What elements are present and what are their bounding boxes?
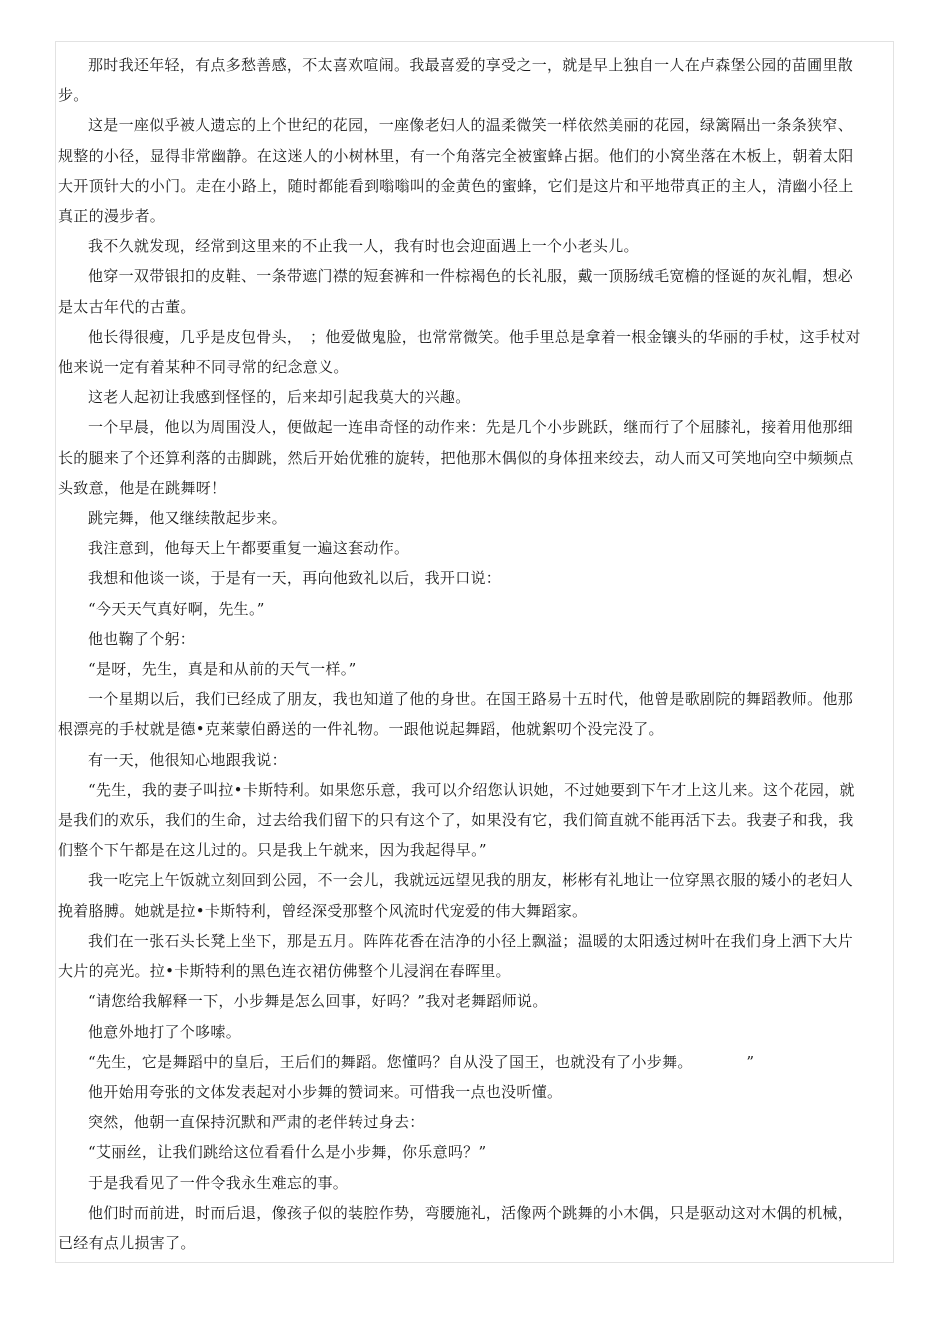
paragraph: 我不久就发现，经常到这里来的不止我一人，我有时也会迎面遇上一个小老头儿。 [88,237,639,256]
paragraph: “请您给我解释一下，小步舞是怎么回事，好吗？”我对老舞蹈师说。 [88,992,548,1011]
paragraph: “先生，我的妻子叫拉•卡斯特利。如果您乐意，我可以介绍您认识她，不过她要到下午才上这儿来。这个花园，就是我们的欢乐，我们的生命，过去给我们留下的只有这个了，如果没有它，我们简直就不能再活下去。我妻子和我，我们整个下午都是在这儿过的。只是我上午就来，因为我起得早。” [58,780,855,860]
paragraph: 我注意到，他每天上午都要重复一遍这套动作。 [88,539,410,558]
paragraph: 他也鞠了个躬： [88,629,196,648]
document-body [58,50,868,1258]
paragraph: 他意外地打了个哆嗦。 [88,1022,242,1041]
paragraph: 突然，他朝一直保持沉默和严肃的老伴转过身去： [88,1113,425,1132]
paragraph: “艾丽丝，让我们跳给这位看看什么是小步舞，你乐意吗？” [88,1143,487,1162]
paragraph: 这老人起初让我感到怪怪的，后来却引起我莫大的兴趣。 [88,388,471,407]
paragraph: 那时我还年轻，有点多愁善感，不太喜欢喧闹。我最喜爱的享受之一，就是早上独自一人在卢森堡公园的苗圃里散步。 [58,56,854,105]
paragraph: 有一天，他很知心地跟我说： [88,750,287,769]
paragraph: 跳完舞，他又继续散起步来。 [88,509,287,528]
paragraph: 我想和他谈一谈，于是有一天，再向他致礼以后，我开口说： [88,569,502,588]
paragraph: 我一吃完上午饭就立刻回到公园，不一会儿，我就远远望见我的朋友，彬彬有礼地让一位穿黑衣服的矮小的老妇人挽着胳膊。她就是拉•卡斯特利，曾经深受那整个风流时代宠爱的伟大舞蹈家。 [58,871,854,920]
paragraph: 这是一座似乎被人遗忘的上个世纪的花园，一座像老妇人的温柔微笑一样依然美丽的花园，绿篱隔出一条条狭窄、规整的小径，显得非常幽静。在这迷人的小树林里，有一个角落完全被蜜蜂占据。他们的小窝坐落在木板上，朝着太阳大开顶针大的小门。走在小路上，随时都能看到嗡嗡叫的金黄色的蜜蜂，它们是这片和平地带真正的主人，清幽小径上真正的漫步者。 [58,116,854,226]
paragraph: 他开始用夸张的文体发表起对小步舞的赞词来。可惜我一点也没听懂。 [88,1082,563,1101]
paragraph: 我们在一张石头长凳上坐下，那是五月。阵阵花香在洁净的小径上飘溢；温暖的太阳透过树叶在我们身上洒下大片大片的亮光。拉•卡斯特利的黑色连衣裙仿佛整个儿浸润在春晖里。 [58,931,854,981]
paragraph: “是呀，先生，真是和从前的天气一样。” [88,660,357,679]
paragraph: 他穿一双带银扣的皮鞋、一条带遮门襟的短套裤和一件棕褐色的长礼服，戴一顶肠绒毛宽檐的怪诞的灰礼帽，想必是太古年代的古董。 [58,267,854,316]
paragraph: 于是我看见了一件令我永生难忘的事。 [88,1173,349,1192]
paragraph: 一个早晨，他以为周围没人，便做起一连串奇怪的动作来：先是几个小步跳跃，继而行了个屈膝礼，接着用他那细长的腿来了个还算利落的击脚跳，然后开始优雅的旋转，把他那木偶似的身体扭来绞去，动人而又可笑地向空中频频点头致意，他是在跳舞呀！ [58,418,854,497]
paragraph: “今天天气真好啊，先生。” [88,599,265,618]
paragraph: 他们时而前进，时而后退，像孩子似的装腔作势，弯腰施礼，活像两个跳舞的小木偶，只是驱动这对木偶的机械，已经有点儿损害了。 [58,1203,854,1252]
paragraph: “先生，它是舞蹈中的皇后，王后们的舞蹈。您懂吗？自从没了国王，也就没有了小步舞。 ” [88,1052,755,1071]
paragraph: 一个星期以后，我们已经成了朋友，我也知道了他的身世。在国王路易十五时代，他曾是歌剧院的舞蹈教师。他那根漂亮的手杖就是德•克莱蒙伯爵送的一件礼物。一跟他说起舞蹈，他就絮叨个没完没了。 [58,690,854,739]
paragraph: 他长得很瘦，几乎是皮包骨头， ；他爱做鬼脸，也常常微笑。他手里总是拿着一根金镶头的华丽的手杖，这手杖对他来说一定有着某种不同寻常的纪念意义。 [58,327,861,377]
